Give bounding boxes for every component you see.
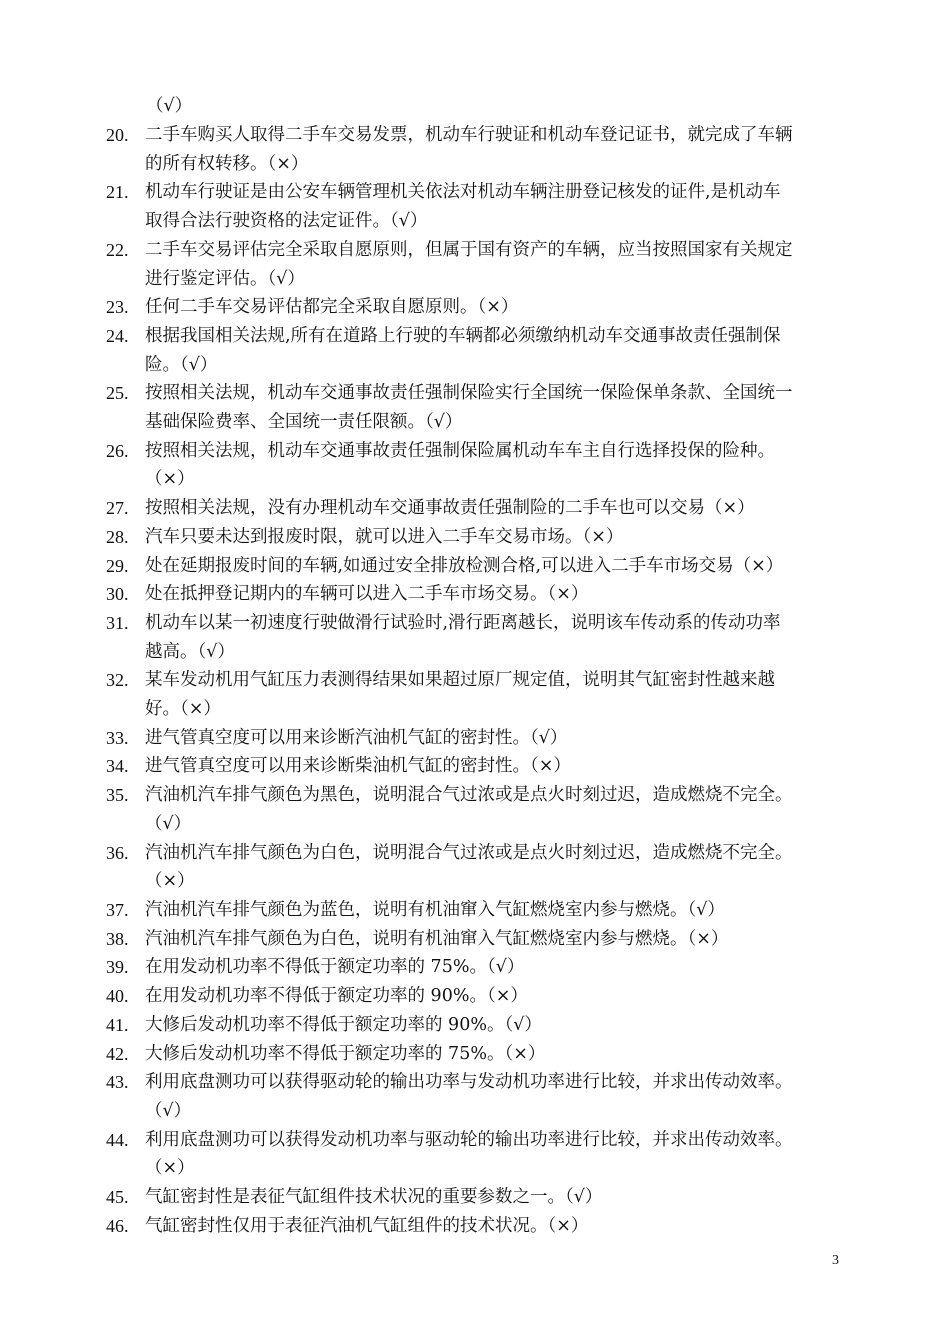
item-text-line: 气缸密封性仅用于表征汽油机气缸组件的技术状况。（×） (145, 1215, 589, 1236)
continued-answer-line: （√） (146, 96, 193, 116)
list-item (98, 379, 848, 436)
item-text-line: （×） (145, 871, 195, 892)
page-number: 3 (832, 1253, 839, 1268)
item-text-line: 汽油机汽车排气颜色为黑色，说明混合气过浓或是点火时刻过迟，造成燃烧不完全。 (145, 785, 793, 806)
item-text-line: 按照相关法规，机动车交通事故责任强制保险实行全国统一保险保单条款、全国统一 (145, 383, 793, 404)
list-item (98, 523, 848, 552)
item-text-line: （√） (145, 1100, 192, 1121)
item-text-line: 越高。（√） (145, 641, 235, 662)
list-item (98, 1212, 848, 1241)
item-number: 35. (106, 785, 129, 806)
list-item (98, 839, 848, 896)
item-number: 21. (106, 182, 129, 203)
item-number: 37. (106, 899, 129, 920)
list-item (98, 781, 848, 838)
item-text-line: 二手车购买人取得二手车交易发票，机动车行驶证和机动车登记证书，就完成了车辆 (145, 125, 793, 145)
item-number: 22. (106, 239, 129, 260)
item-text-line: 处在延期报废时间的车辆,如通过安全排放检测合格,可以进入二手车市场交易（×） (145, 555, 784, 576)
list-item (98, 552, 848, 581)
list-item (98, 896, 848, 925)
item-text-line: （√） (145, 813, 192, 834)
item-text-line: 二手车交易评估完全采取自愿原则，但属于国有资产的车辆，应当按照国家有关规定 (145, 239, 793, 260)
list-item (98, 236, 848, 293)
item-number: 32. (106, 670, 129, 691)
list-item (98, 752, 848, 781)
item-number: 23. (106, 297, 129, 318)
item-text-line: 进行鉴定评估。（√） (145, 268, 305, 289)
item-text-line: 汽油机汽车排气颜色为白色，说明有机油窜入气缸燃烧室内参与燃烧。（×） (145, 928, 729, 949)
item-number: 24. (106, 325, 129, 346)
item-text-line: 利用底盘测功可以获得发动机功率与驱动轮的输出功率进行比较，并求出传动效率。 (145, 1129, 793, 1150)
item-text-line: 机动车行驶证是由公安车辆管理机关依法对机动车辆注册登记核发的证件,是机动车 (145, 182, 781, 203)
item-text-line: 任何二手车交易评估都完全采取自愿原则。（×） (145, 297, 519, 318)
item-text-line: 大修后发动机功率不得低于额定功率的 90%。（√） (145, 1014, 542, 1035)
item-text-line: 在用发动机功率不得低于额定功率的 75%。（√） (145, 957, 525, 978)
item-number: 39. (106, 957, 129, 978)
list-item (98, 609, 848, 666)
item-number: 30. (106, 584, 129, 605)
item-text-line: 汽车只要未达到报废时限，就可以进入二手车交易市场。（×） (145, 526, 624, 547)
item-number: 26. (106, 440, 129, 461)
item-number: 28. (106, 526, 129, 547)
list-item (98, 580, 848, 609)
item-text-line: 进气管真空度可以用来诊断柴油机气缸的密封性。（×） (145, 756, 571, 777)
item-number: 31. (106, 612, 129, 633)
list-item (98, 982, 848, 1011)
item-number: 38. (106, 928, 129, 949)
item-number: 29. (106, 555, 129, 576)
item-number: 27. (106, 498, 129, 519)
item-text-line: 按照相关法规，机动车交通事故责任强制保险属机动车车主自行选择投保的险种。 (145, 440, 775, 461)
list-item (98, 925, 848, 954)
item-text-line: 的所有权转移。（×） (145, 153, 309, 174)
item-number: 41. (106, 1014, 129, 1035)
list-item (98, 178, 848, 235)
item-number: 45. (106, 1187, 129, 1208)
item-text-line: 利用底盘测功可以获得驱动轮的输出功率与发动机功率进行比较，并求出传动效率。 (145, 1072, 793, 1093)
item-number: 40. (106, 986, 129, 1007)
item-text-line: 在用发动机功率不得低于额定功率的 90%。（×） (145, 986, 528, 1007)
item-number: 34. (106, 756, 129, 777)
list-item (98, 666, 848, 723)
item-text-line: 取得合法行驶资格的法定证件。（√） (145, 211, 428, 232)
item-text-line: 险。（√） (145, 354, 218, 375)
list-item (98, 1183, 848, 1212)
list-item (98, 494, 848, 523)
list-item (98, 1126, 848, 1183)
item-text-line: 进气管真空度可以用来诊断汽油机气缸的密封性。（√） (145, 727, 568, 748)
item-text-line: 机动车以某一初速度行驶做滑行试验时,滑行距离越长，说明该车传动系的传动功率 (145, 612, 781, 633)
question-list (98, 121, 848, 1240)
list-item (98, 1011, 848, 1040)
item-number: 25. (106, 383, 129, 404)
item-number: 44. (106, 1129, 129, 1150)
item-text-line: 汽油机汽车排气颜色为白色，说明混合气过浓或是点火时刻过迟，造成燃烧不完全。 (145, 842, 793, 863)
list-item (98, 953, 848, 982)
list-item (98, 121, 848, 178)
item-text-line: （×） (145, 469, 195, 490)
item-number: 36. (106, 842, 129, 863)
item-number: 42. (106, 1043, 129, 1064)
list-item (98, 437, 848, 494)
list-item (98, 1040, 848, 1069)
item-text-line: 气缸密封性是表征气缸组件技术状况的重要参数之一。（√） (145, 1187, 603, 1208)
list-item (98, 1068, 848, 1125)
item-text-line: 处在抵押登记期内的车辆可以进入二手车市场交易。（×） (145, 584, 589, 605)
list-item (98, 293, 848, 322)
item-text-line: （×） (145, 1158, 195, 1179)
item-text-line: 大修后发动机功率不得低于额定功率的 75%。（×） (145, 1043, 546, 1064)
item-number: 46. (106, 1215, 129, 1236)
item-number: 20. (106, 125, 129, 145)
item-number: 33. (106, 727, 129, 748)
item-number: 43. (106, 1072, 129, 1093)
item-text-line: 基础保险费率、全国统一责任限额。（√） (145, 412, 463, 433)
list-item (98, 322, 848, 379)
list-item (98, 724, 848, 753)
item-text-line: 按照相关法规，没有办理机动车交通事故责任强制险的二手车也可以交易（×） (145, 498, 755, 519)
item-text-line: 汽油机汽车排气颜色为蓝色，说明有机油窜入气缸燃烧室内参与燃烧。（√） (145, 899, 725, 920)
item-text-line: 根据我国相关法规,所有在道路上行驶的车辆都必须缴纳机动车交通事故责任强制保 (145, 325, 781, 346)
item-text-line: 好。（×） (145, 699, 221, 720)
item-text-line: 某车发动机用气缸压力表测得结果如果超过原厂规定值，说明其气缸密封性越来越 (145, 670, 775, 691)
